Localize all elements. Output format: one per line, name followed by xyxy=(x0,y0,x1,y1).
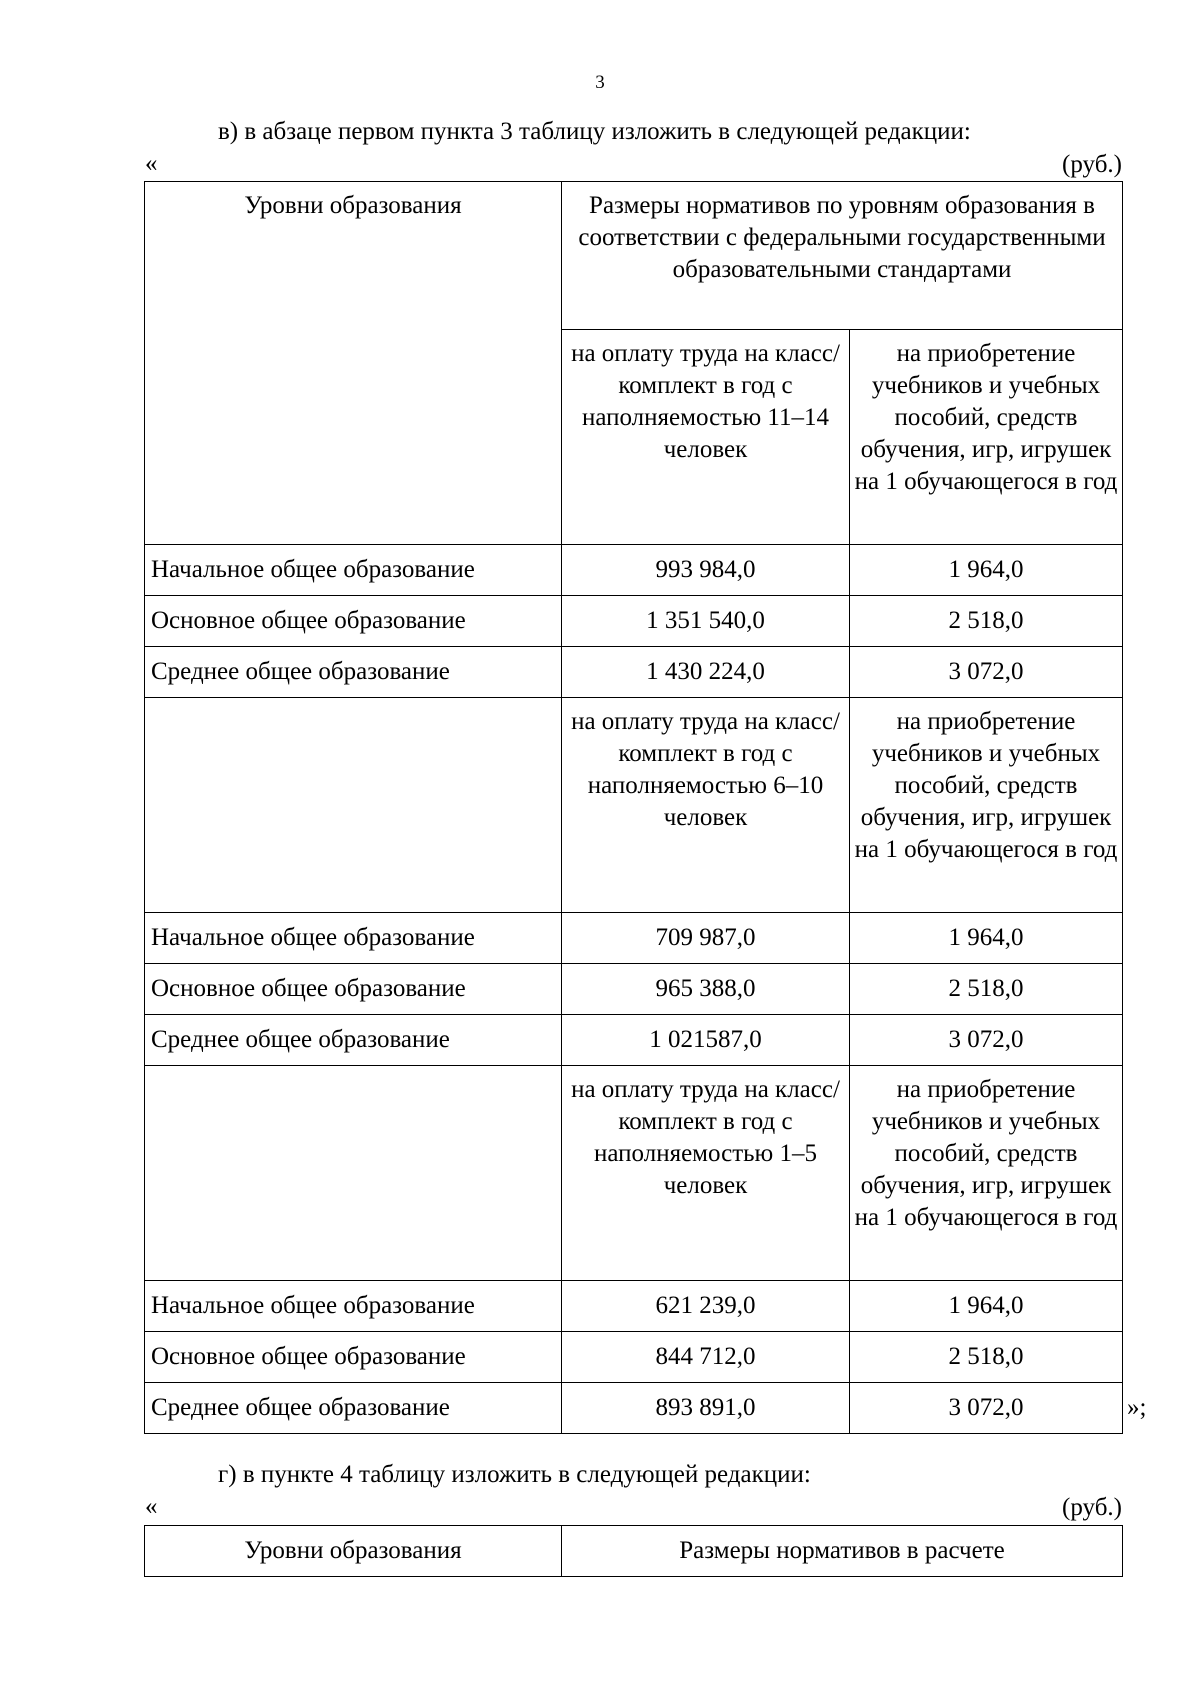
table-row xyxy=(145,964,1123,1015)
group-3-textbooks-header: на приобретение учебников и учебных пособий, средств обучения, игр, игрушек на 1 обучающегося в год xyxy=(850,1066,1123,1281)
group-2-empty-cell xyxy=(145,698,562,913)
group-1-textbooks-header: на приобретение учебников и учебных пособий, средств обучения, игр, игрушек на 1 обучающегося в год xyxy=(850,330,1123,545)
row-level: Начальное общее образование xyxy=(145,1281,562,1332)
row-textbooks: 3 072,0 xyxy=(850,1383,1123,1434)
row-salary: 893 891,0 xyxy=(562,1383,850,1434)
g-header-norms: Размеры нормативов в расчете xyxy=(562,1526,1123,1577)
page-number: 3 xyxy=(595,72,605,93)
table-row xyxy=(145,596,1123,647)
group-2-salary-header: на оплату труда на класс/комплект в год с наполняемостью 6–10 человек xyxy=(562,698,850,913)
row-level: Основное общее образование xyxy=(145,596,562,647)
row-level: Среднее общее образование xyxy=(145,1383,562,1434)
row-textbooks: 2 518,0 xyxy=(850,964,1123,1015)
row-level: Начальное общее образование xyxy=(145,545,562,596)
table-row xyxy=(145,1383,1123,1434)
table-row xyxy=(145,1332,1123,1383)
section-g-unit: (руб.) xyxy=(1062,1494,1122,1521)
row-salary: 844 712,0 xyxy=(562,1332,850,1383)
norms-table-v xyxy=(144,181,1123,1434)
row-level: Основное общее образование xyxy=(145,964,562,1015)
section-v-open-quote: « xyxy=(145,150,158,177)
table-row xyxy=(145,545,1123,596)
group-2-textbooks-header: на приобретение учебников и учебных пособий, средств обучения, игр, игрушек на 1 обучающегося в год xyxy=(850,698,1123,913)
group-3-empty-cell xyxy=(145,1066,562,1281)
row-textbooks: 2 518,0 xyxy=(850,1332,1123,1383)
row-textbooks: 1 964,0 xyxy=(850,545,1123,596)
group-3-salary-header: на оплату труда на класс/комплект в год с наполняемостью 1–5 человек xyxy=(562,1066,850,1281)
row-level: Среднее общее образование xyxy=(145,647,562,698)
section-v-unit: (руб.) xyxy=(1062,151,1122,178)
row-salary: 1 021587,0 xyxy=(562,1015,850,1066)
section-g-intro: г) в пункте 4 таблицу изложить в следующей редакции: xyxy=(218,1461,811,1488)
row-salary: 993 984,0 xyxy=(562,545,850,596)
row-textbooks: 1 964,0 xyxy=(850,1281,1123,1332)
g-header-levels: Уровни образования xyxy=(145,1526,562,1577)
row-level: Начальное общее образование xyxy=(145,913,562,964)
row-textbooks: 2 518,0 xyxy=(850,596,1123,647)
row-level: Основное общее образование xyxy=(145,1332,562,1383)
row-textbooks: 3 072,0 xyxy=(850,647,1123,698)
row-salary: 621 239,0 xyxy=(562,1281,850,1332)
row-salary: 709 987,0 xyxy=(562,913,850,964)
section-v-intro: в) в абзаце первом пункта 3 таблицу изложить в следующей редакции: xyxy=(218,118,971,145)
row-textbooks: 3 072,0 xyxy=(850,1015,1123,1066)
table-row xyxy=(145,647,1123,698)
table-row xyxy=(145,913,1123,964)
row-salary: 965 388,0 xyxy=(562,964,850,1015)
table-row xyxy=(145,1015,1123,1066)
row-level: Среднее общее образование xyxy=(145,1015,562,1066)
row-salary: 1 430 224,0 xyxy=(562,647,850,698)
table-row xyxy=(145,1281,1123,1332)
header-norms: Размеры нормативов по уровням образования в соответствии с федеральными государственными образовательными стандартами xyxy=(562,182,1123,330)
norms-table-g xyxy=(144,1525,1123,1577)
group-1-salary-header: на оплату труда на класс/комплект в год с наполняемостью 11–14 человек xyxy=(562,330,850,545)
section-v-close-quote: »; xyxy=(1127,1394,1147,1421)
header-levels: Уровни образования xyxy=(145,182,562,545)
row-salary: 1 351 540,0 xyxy=(562,596,850,647)
row-textbooks: 1 964,0 xyxy=(850,913,1123,964)
section-g-open-quote: « xyxy=(145,1493,158,1520)
